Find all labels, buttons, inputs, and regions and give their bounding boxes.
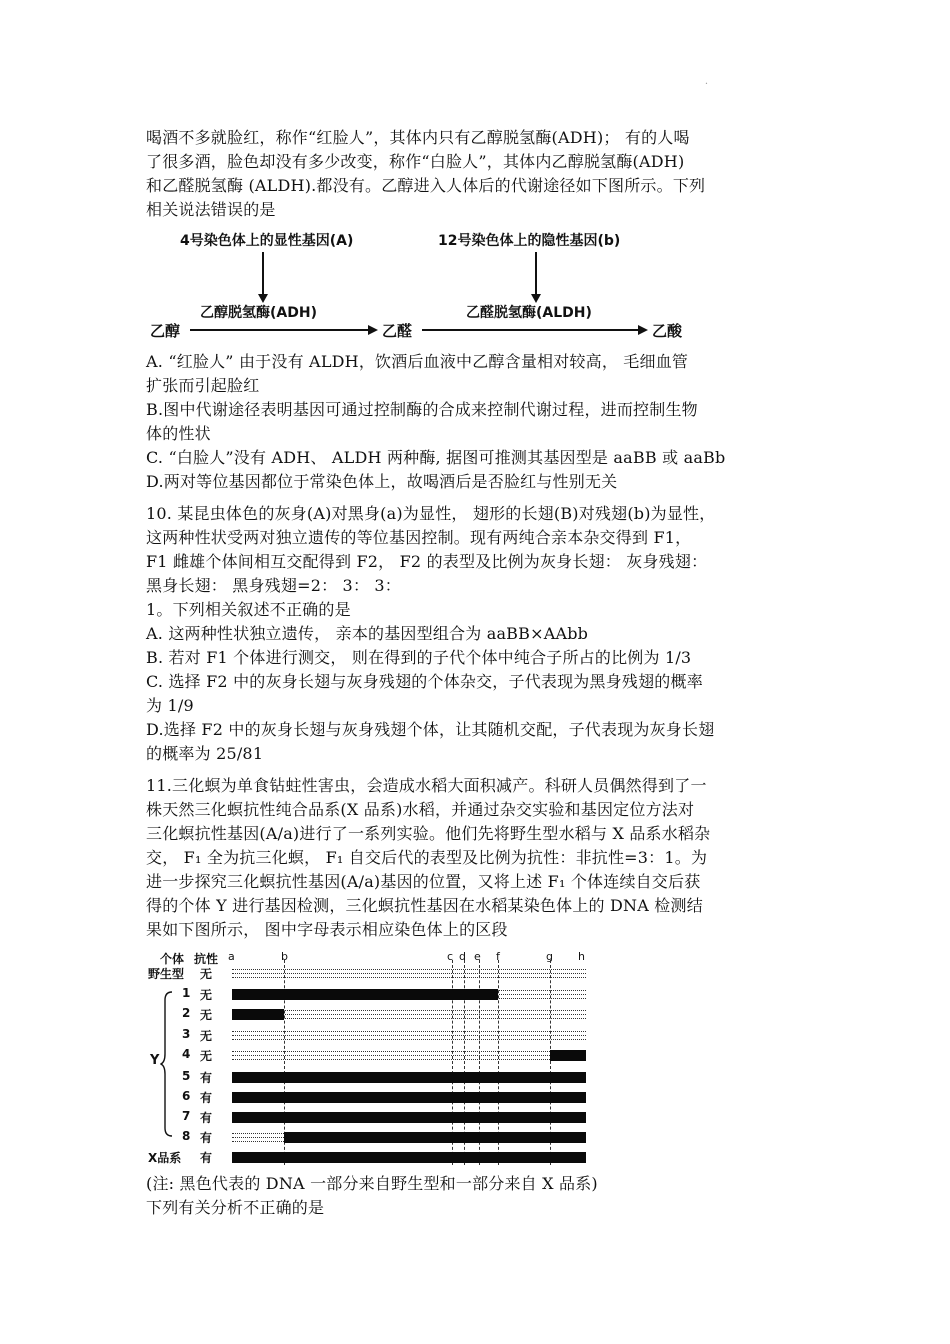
x-derived-segment [232, 1009, 284, 1020]
text-line: 11.三化螟为单食钻蛀性害虫，会造成水稻大面积减产。科研人员偶然得到了一 [146, 776, 707, 795]
arrow-acetaldehyde-shaft [422, 329, 640, 331]
text-line: 交， F₁ 全为抗三化螟， F₁ 自交后代的表型及比例为抗性：非抗性=3：1。为 [146, 848, 708, 867]
row-label: 6 [182, 1089, 191, 1103]
x-derived-segment [232, 1072, 586, 1083]
chromosome-bar-2 [232, 1009, 586, 1020]
question-9-options [146, 350, 810, 494]
region-letter: c [447, 950, 454, 963]
header-resistance: 抗性 [194, 952, 219, 966]
x-derived-segment [232, 1152, 586, 1163]
text-line: 和乙醛脱氢酶 (ALDH).都没有。乙醇进入人体后的代谢途径如下图所示。下列 [146, 176, 706, 195]
row-resistance: 有 [200, 1091, 213, 1105]
arrow-gene-b-shaft [535, 252, 537, 296]
page-dot-mark: . [704, 76, 708, 87]
compound-ethanol: 乙醇 [150, 322, 181, 340]
text-line: 体的性状 [146, 424, 211, 443]
enzyme-aldh-label: 乙醛脱氢酶(ALDH) [466, 305, 592, 321]
region-letter: g [546, 950, 553, 963]
x-derived-segment [232, 989, 498, 1000]
compound-acetaldehyde: 乙醛 [382, 322, 413, 340]
text-line: 这两种性状受两对独立遗传的等位基因控制。现有两纯合亲本杂交得到 F1， [146, 528, 692, 547]
text-line: 1。下列相关叙述不正确的是 [146, 600, 351, 619]
question-11-stem [146, 774, 810, 942]
text-line: D.选择 F2 中的灰身长翅与灰身残翅个体，让其随机交配，子代表现为灰身长翅 [146, 720, 715, 739]
row-label: 1 [182, 986, 191, 1000]
gene-a-label: 4号染色体上的显性基因(A) [180, 233, 354, 249]
row-label: 3 [182, 1027, 191, 1041]
group-label-y: Y [150, 1053, 160, 1068]
region-letter: e [474, 950, 481, 963]
figure-note: (注: 黑色代表的 DNA 一部分来自野生型和一部分来自 X 品系) [146, 1174, 598, 1193]
row-resistance: 有 [200, 1131, 213, 1145]
compound-acetic-acid: 乙酸 [652, 322, 683, 340]
row-resistance: 有 [200, 1071, 213, 1085]
row-label: 4 [182, 1047, 191, 1061]
text-line: C. “白脸人”没有 ADH、 ALDH 两种酶, 据图可推测其基因型是 aaBB 或 aaBb [146, 448, 726, 467]
x-derived-segment [284, 1132, 586, 1143]
region-letter: d [459, 950, 466, 963]
chromosome-bar-3 [232, 1030, 586, 1041]
row-label: 野生型 [148, 967, 185, 981]
text-line: 果如下图所示， 图中字母表示相应染色体上的区段 [146, 920, 508, 939]
chromosome-bar-wild-type [232, 968, 586, 979]
chromosome-bar-x-line [232, 1152, 586, 1163]
row-label: 5 [182, 1069, 191, 1083]
row-label: 2 [182, 1006, 191, 1020]
text-line: A. “红脸人” 由于没有 ALDH，饮酒后血液中乙醇含量相对较高， 毛细血管 [146, 352, 689, 371]
text-line: 的概率为 25/81 [146, 744, 264, 763]
x-derived-segment [232, 1092, 586, 1103]
row-resistance: 无 [200, 967, 213, 981]
arrow-ethanol-head [368, 325, 378, 335]
row-resistance: 无 [200, 1008, 213, 1022]
header-individual: 个体 [160, 952, 185, 966]
row-resistance: 有 [200, 1111, 213, 1125]
chromosome-bar-1 [232, 989, 586, 1000]
text-line: C. 选择 F2 中的灰身长翅与灰身残翅的个体杂交，子代表现为黑身残翅的概率 [146, 672, 703, 691]
text-line: 了很多酒，脸色却没有多少改变，称作“白脸人”，其体内乙醇脱氢酶(ADH) [146, 152, 685, 171]
text-line: 株天然三化螟抗性纯合品系(X 品系)水稻，并通过杂交实验和基因定位方法对 [146, 800, 695, 819]
chromosome-bar-7 [232, 1112, 586, 1123]
question-11-prompt: 下列有关分析不正确的是 [146, 1198, 325, 1217]
chromosome-bar-4 [232, 1050, 586, 1061]
row-resistance: 无 [200, 1049, 213, 1063]
group-brace [160, 990, 174, 1140]
text-line: 进一步探究三化螟抗性基因(A/a)基因的位置，又将上述 F₁ 个体连续自交后获 [146, 872, 701, 891]
region-letter: b [281, 950, 288, 963]
row-label: 7 [182, 1109, 191, 1123]
row-resistance: 无 [200, 988, 213, 1002]
region-letter: a [228, 950, 235, 963]
question-10 [146, 502, 810, 766]
chromosome-bar-8 [232, 1132, 586, 1143]
gene-b-label: 12号染色体上的隐性基因(b) [438, 233, 621, 249]
chromosome-bar-5 [232, 1072, 586, 1083]
text-line: 为 1/9 [146, 696, 194, 715]
metabolic-pathway-diagram [146, 226, 686, 342]
arrow-acetaldehyde-head [638, 325, 648, 335]
text-line: 喝酒不多就脸红，称作“红脸人”，其体内只有乙醇脱氢酶(ADH)； 有的人喝 [146, 128, 690, 147]
x-derived-segment [232, 1112, 586, 1123]
x-derived-segment [550, 1050, 586, 1061]
text-line: 黑身长翅： 黑身残翅=2： 3： 3： [146, 576, 402, 595]
region-letter: h [578, 950, 585, 963]
text-line: A. 这两种性状独立遗传， 亲本的基因型组合为 aaBB×AAbb [146, 624, 589, 643]
dna-detection-figure [146, 950, 586, 1170]
row-label: 8 [182, 1129, 191, 1143]
arrow-gene-a-shaft [262, 252, 264, 296]
row-label: X品系 [148, 1151, 182, 1165]
region-letter: f [496, 950, 500, 963]
text-line: B.图中代谢途径表明基因可通过控制酶的合成来控制代谢过程，进而控制生物 [146, 400, 698, 419]
text-line: 三化螟抗性基因(A/a)进行了一系列实验。他们先将野生型水稻与 X 品系水稻杂 [146, 824, 711, 843]
text-line: F1 雌雄个体间相互交配得到 F2， F2 的表型及比例为灰身长翅： 灰身残翅： [146, 552, 708, 571]
arrow-ethanol-shaft [190, 329, 370, 331]
text-line: 10. 某昆虫体色的灰身(A)对黑身(a)为显性， 翅形的长翅(B)对残翅(b)为显性， [146, 504, 716, 523]
chromosome-bar-6 [232, 1092, 586, 1103]
text-line: 相关说法错误的是 [146, 200, 276, 219]
text-line: D.两对等位基因都位于常染色体上，故喝酒后是否脸红与性别无关 [146, 472, 618, 491]
question-9-stem [146, 126, 810, 222]
row-resistance: 无 [200, 1029, 213, 1043]
enzyme-adh-label: 乙醇脱氢酶(ADH) [200, 305, 317, 321]
text-line: 扩张而引起脸红 [146, 376, 260, 395]
text-line: B. 若对 F1 个体进行测交， 则在得到的子代个体中纯合子所占的比例为 1/3 [146, 648, 692, 667]
text-line: 得的个体 Y 进行基因检测，三化螟抗性基因在水稻某染色体上的 DNA 检测结 [146, 896, 703, 915]
row-resistance: 有 [200, 1151, 213, 1165]
